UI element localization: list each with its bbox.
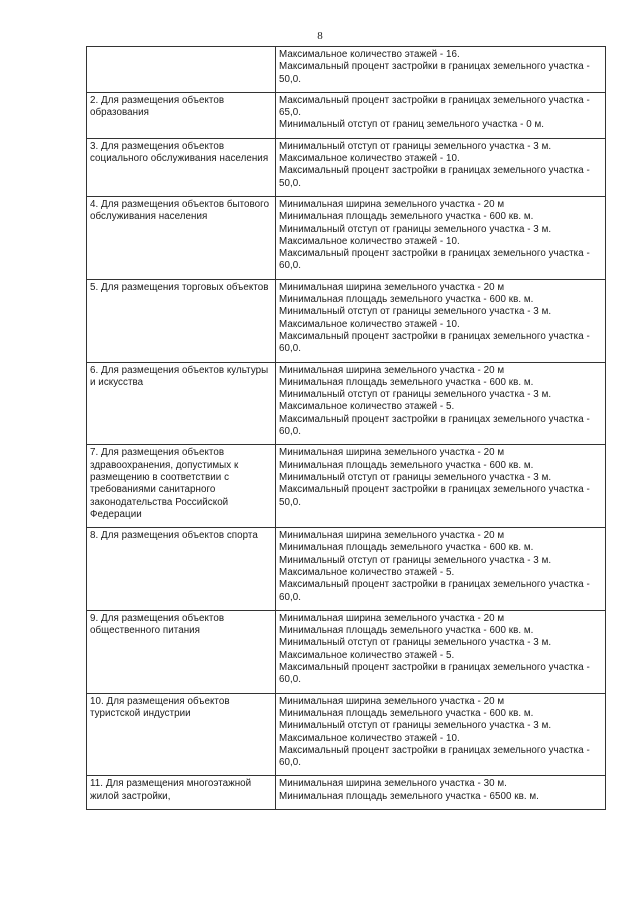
parameter-line: Минимальная площадь земельного участка - 600 кв. м. (279, 625, 534, 637)
parameter-line: Минимальная ширина земельного участка - 20 м (279, 695, 505, 707)
parameters-cell (276, 610, 606, 693)
parameters-cell (276, 528, 606, 611)
parameter-line: Максимальный процент застройки в границах земельного участка - 65,0. (279, 94, 590, 119)
table-row (87, 362, 606, 445)
parameter-line: Минимальный отступ от границ земельного участка - 0 м. (279, 119, 545, 131)
parameter-line: Минимальная площадь земельного участка - 600 кв. м. (279, 542, 534, 554)
parameter-line: Минимальная площадь земельного участка - 600 кв. м. (279, 211, 534, 223)
parameter-line: Минимальная ширина земельного участка - 20 м (279, 612, 505, 624)
permitted-use-cell: 9. Для размещения объектов общественного питания (87, 610, 276, 693)
parameter-line: Минимальная площадь земельного участка - 600 кв. м. (279, 707, 534, 719)
parameter-line: Максимальный процент застройки в границах земельного участка - 60,0. (279, 579, 590, 603)
parameter-line: Максимальное количество этажей - 10. (279, 732, 460, 744)
parameters-cell (276, 196, 606, 279)
parameter-line: Максимальное количество этажей - 16. (279, 49, 460, 60)
parameter-line: Минимальная ширина земельного участка - 20 м (279, 198, 505, 210)
permitted-use-cell: 4. Для размещения объектов бытового обслуживания населения (87, 196, 276, 279)
parameter-line: Максимальный процент застройки в границах земельного участка - 50,0. (279, 165, 590, 189)
parameters-cell (276, 92, 606, 138)
parameter-line: Минимальный отступ от границы земельного участка - 3 м. (279, 389, 552, 401)
parameter-line: Максимальное количество этажей - 10. (279, 318, 460, 330)
parameter-line: Максимальный процент застройки в границах земельного участка - 50,0. (279, 61, 590, 85)
table-row (87, 196, 606, 279)
parameter-line: Минимальный отступ от границы земельного участка - 3 м. (279, 306, 552, 318)
parameters-cell (276, 776, 606, 810)
parameter-line: Максимальный процент застройки в границах земельного участка - 60,0. (279, 662, 590, 686)
parameter-line: Максимальный процент застройки в границах земельного участка - 60,0. (279, 744, 590, 769)
parameter-line: Максимальный процент застройки в границах земельного участка - 60,0. (279, 330, 590, 355)
table-row (87, 693, 606, 776)
parameters-cell (276, 47, 606, 93)
parameters-cell (276, 138, 606, 196)
parameter-line: Максимальное количество этажей - 5. (279, 566, 455, 578)
land-use-table (86, 46, 606, 810)
permitted-use-cell: 3. Для размещения объектов социального обслуживания населения (87, 138, 276, 196)
permitted-use-cell: 11. Для размещения многоэтажной жилой застройки, (87, 776, 276, 810)
table-row (87, 776, 606, 810)
table-row (87, 279, 606, 362)
parameter-line: Минимальный отступ от границы земельного участка - 3 м. (279, 140, 552, 152)
parameter-line: Минимальная ширина земельного участка - 20 м (279, 364, 505, 376)
parameters-cell (276, 279, 606, 362)
parameter-line: Максимальное количество этажей - 5. (279, 649, 455, 661)
parameter-line: Минимальный отступ от границы земельного участка - 3 м. (279, 554, 552, 566)
permitted-use-cell: 5. Для размещения торговых объектов (87, 279, 276, 362)
parameter-line: Максимальное количество этажей - 5. (279, 401, 455, 413)
table-row (87, 610, 606, 693)
parameter-line: Минимальная ширина земельного участка - 30 м. (279, 778, 507, 790)
permitted-use-cell: 6. Для размещения объектов культуры и искусства (87, 362, 276, 445)
table-row (87, 445, 606, 528)
parameter-line: Минимальная площадь земельного участка - 6500 кв. м. (279, 790, 539, 802)
parameter-line: Минимальная площадь земельного участка - 600 кв. м. (279, 376, 534, 388)
permitted-use-cell (87, 47, 276, 93)
parameter-line: Минимальная ширина земельного участка - 20 м (279, 530, 505, 542)
parameters-cell (276, 445, 606, 528)
permitted-use-cell: 2. Для размещения объектов образования (87, 92, 276, 138)
table-row (87, 138, 606, 196)
parameter-line: Максимальное количество этажей - 10. (279, 235, 460, 247)
parameter-line: Минимальный отступ от границы земельного участка - 3 м. (279, 471, 552, 483)
table-row (87, 47, 606, 93)
page-number: 8 (317, 30, 323, 42)
permitted-use-cell: 10. Для размещения объектов туристской индустрии (87, 693, 276, 776)
table-row (87, 92, 606, 138)
parameter-line: Максимальный процент застройки в границах земельного участка - 60,0. (279, 248, 590, 272)
parameter-line: Минимальная ширина земельного участка - 20 м (279, 447, 505, 459)
parameter-line: Максимальное количество этажей - 10. (279, 153, 460, 165)
parameter-line: Максимальный процент застройки в границах земельного участка - 60,0. (279, 413, 590, 438)
permitted-use-cell: 8. Для размещения объектов спорта (87, 528, 276, 611)
permitted-use-cell: 7. Для размещения объектов здравоохранения, допустимых к размещению в соответствии с требованиями санитарного законодательства Российской Федерации (87, 445, 276, 528)
parameter-line: Минимальная ширина земельного участка - 20 м (279, 281, 505, 293)
parameters-cell (276, 362, 606, 445)
parameter-line: Минимальная площадь земельного участка - 600 кв. м. (279, 294, 534, 306)
parameter-line: Минимальный отступ от границы земельного участка - 3 м. (279, 223, 552, 235)
parameter-line: Минимальный отступ от границы земельного участка - 3 м. (279, 720, 552, 732)
parameter-line: Максимальный процент застройки в границах земельного участка - 50,0. (279, 484, 590, 508)
table-row (87, 528, 606, 611)
parameter-line: Минимальная площадь земельного участка - 600 кв. м. (279, 459, 534, 471)
parameters-cell (276, 693, 606, 776)
parameter-line: Минимальный отступ от границы земельного участка - 3 м. (279, 637, 552, 649)
